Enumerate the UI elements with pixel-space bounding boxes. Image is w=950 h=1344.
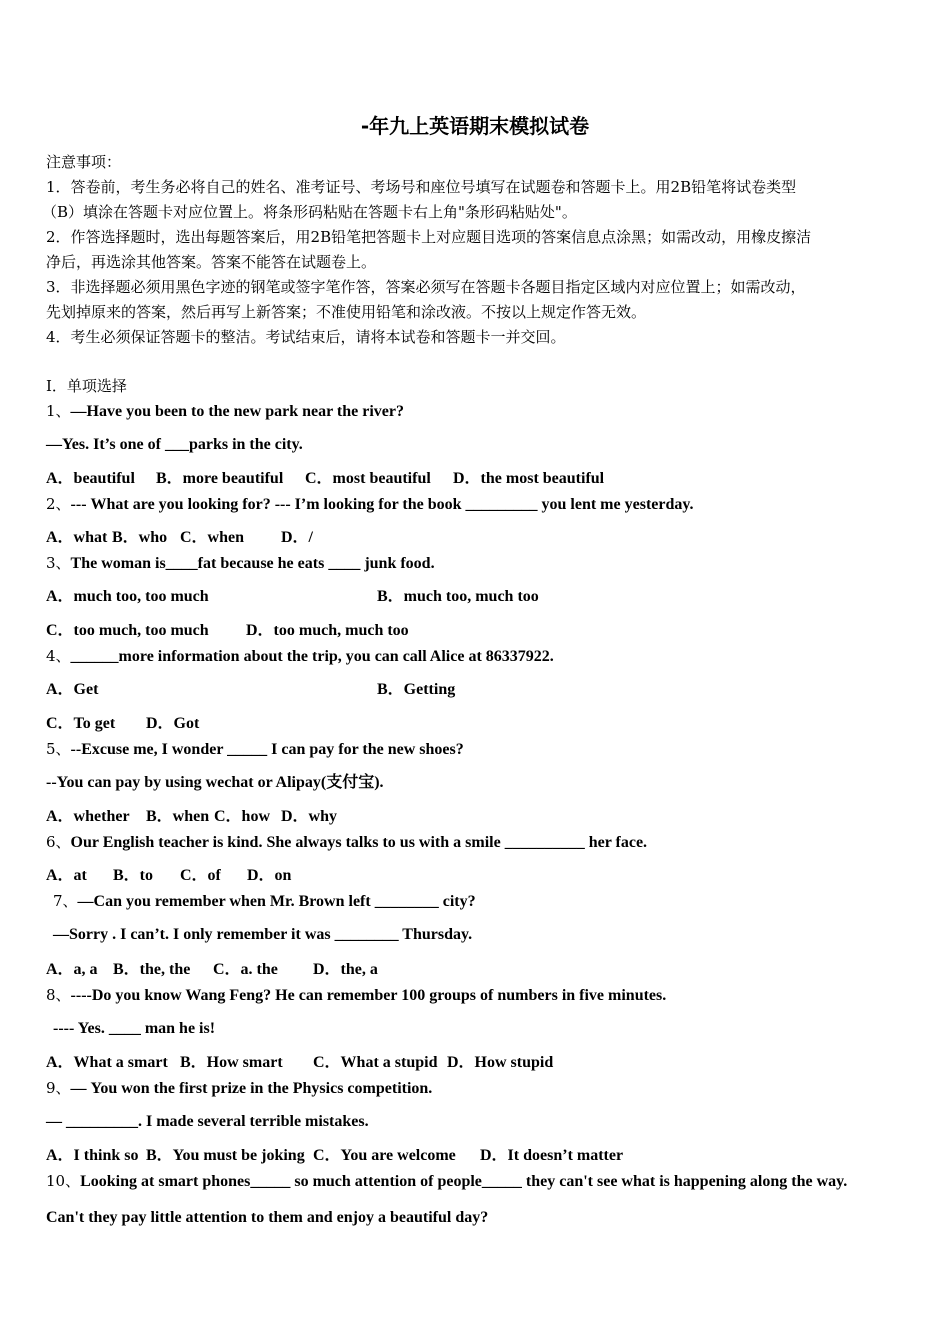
section-heading: Ⅰ．单项选择 (46, 377, 127, 395)
question-number: 5、 (46, 740, 71, 758)
question-number: 7、 (53, 892, 78, 910)
question-2-option-d[interactable]: D．/ (281, 529, 314, 546)
question-9-stem-2: — _________. I made several terrible mistakes. (46, 1113, 369, 1130)
question-text: ______more information about the trip, you can call Alice at 86337922. (70, 648, 554, 665)
question-1-stem-2: —Yes. It’s one of ___parks in the city. (46, 436, 303, 453)
question-1-option-d[interactable]: D．the most beautiful (453, 470, 605, 487)
question-8-option-c[interactable]: C．What a stupid (313, 1054, 438, 1071)
question-4-option-b[interactable]: B．Getting (377, 681, 456, 698)
question-5-stem (46, 739, 464, 760)
question-number: 3、 (46, 554, 71, 572)
question-number: 2、 (46, 495, 71, 513)
question-number: 9、 (46, 1079, 71, 1097)
question-9-option-a[interactable]: A．I think so (46, 1147, 139, 1164)
question-4-option-a[interactable]: A．Get (46, 681, 99, 698)
question-text: --Excuse me, I wonder _____ I can pay for the new shoes? (70, 741, 464, 758)
question-3-option-b[interactable]: B．much too, much too (377, 588, 539, 605)
question-9-option-d[interactable]: D．It doesn’t matter (480, 1147, 624, 1164)
question-2-option-b[interactable]: B．who (112, 529, 168, 546)
question-5-option-b[interactable]: B．when (146, 808, 210, 825)
question-8-option-a[interactable]: A．What a smart (46, 1054, 168, 1071)
question-10-stem (46, 1171, 847, 1192)
question-7-option-d[interactable]: D．the, a (313, 961, 378, 978)
question-5-option-a[interactable]: A．whether (46, 808, 130, 825)
notice-line: 1．答卷前，考生务必将自己的姓名、准考证号、考场号和座位号填写在试题卷和答题卡上。用2B铅笔将试卷类型 (46, 178, 797, 196)
question-number: 1、 (46, 402, 71, 420)
question-6-option-b[interactable]: B．to (113, 867, 154, 884)
notice-line: 4．考生必须保证答题卡的整洁。考试结束后，请将本试卷和答题卡一并交回。 (46, 328, 566, 346)
question-6-stem (46, 832, 647, 853)
question-text: Looking at smart phones_____ so much attention of people_____ they can't see what is happening along the way. (80, 1173, 848, 1190)
question-3-stem (46, 553, 435, 574)
question-7-stem (53, 891, 476, 912)
question-6-option-c[interactable]: C．of (180, 867, 221, 884)
question-3-option-c[interactable]: C．too much, too much (46, 622, 209, 639)
question-text: ----Do you know Wang Feng? He can remember 100 groups of numbers in five minutes. (70, 987, 667, 1004)
question-4-stem (46, 646, 554, 667)
question-number: 6、 (46, 833, 71, 851)
question-text: The woman is____fat because he eats ____ junk food. (70, 555, 435, 572)
question-3-option-a[interactable]: A．much too, too much (46, 588, 209, 605)
question-text: — You won the first prize in the Physics competition. (70, 1080, 433, 1097)
question-number: 10、 (46, 1172, 81, 1190)
question-1-option-a[interactable]: A．beautiful (46, 470, 135, 487)
question-3-option-d[interactable]: D．too much, much too (246, 622, 409, 639)
question-10-stem-2: Can't they pay little attention to them and enjoy a beautiful day? (46, 1209, 489, 1226)
page-title: -年九上英语期末模拟试卷 (360, 114, 590, 138)
question-6-option-d[interactable]: D．on (247, 867, 292, 884)
question-text: —Can you remember when Mr. Brown left ________ city? (77, 893, 476, 910)
question-text: —Have you been to the new park near the river? (70, 403, 404, 420)
notice-line: 先划掉原来的答案，然后再写上新答案；不准使用铅笔和涂改液。不按以上规定作答无效。 (46, 303, 647, 321)
question-8-stem-2: ---- Yes. ____ man he is! (53, 1020, 216, 1037)
question-number: 4、 (46, 647, 71, 665)
question-8-stem (46, 985, 666, 1006)
question-2-option-a[interactable]: A．what (46, 529, 108, 546)
question-text: --- What are you looking for? --- I’m looking for the book _________ you lent me yesterday. (70, 496, 694, 513)
question-7-option-c[interactable]: C．a. the (213, 961, 278, 978)
question-number: 8、 (46, 986, 71, 1004)
question-9-option-b[interactable]: B．You must be joking (146, 1147, 305, 1164)
question-5-option-d[interactable]: D．why (281, 808, 338, 825)
question-2-stem (46, 494, 693, 515)
notice-line: 净后，再选涂其他答案。答案不能答在试题卷上。 (46, 253, 377, 271)
question-8-option-b[interactable]: B．How smart (180, 1054, 283, 1071)
notice-line: 3．非选择题必须用黑色字迹的钢笔或签字笔作答，答案必须写在答题卡各题目指定区域内对应位置上；如需改动， (46, 278, 806, 296)
notice-line: 2．作答选择题时，选出每题答案后，用2B铅笔把答题卡上对应题目选项的答案信息点涂黑；如需改动，用橡皮擦洁 (46, 228, 812, 246)
question-4-option-c[interactable]: C．To get (46, 715, 116, 732)
question-7-stem-2: —Sorry . I can’t. I only remember it was ________ Thursday. (53, 926, 473, 943)
question-7-option-b[interactable]: B．the, the (113, 961, 191, 978)
question-1-stem (46, 401, 404, 422)
question-5-stem-2: --You can pay by using wechat or Alipay(支付宝). (46, 774, 384, 791)
question-5-option-c[interactable]: C．how (214, 808, 271, 825)
notice-heading: 注意事项： (46, 153, 122, 171)
question-1-option-b[interactable]: B．more beautiful (156, 470, 284, 487)
question-2-option-c[interactable]: C．when (180, 529, 245, 546)
question-9-option-c[interactable]: C．You are welcome (313, 1147, 456, 1164)
question-1-option-c[interactable]: C．most beautiful (305, 470, 431, 487)
question-text: Our English teacher is kind. She always talks to us with a smile __________ her face. (70, 834, 648, 851)
question-9-stem (46, 1078, 432, 1099)
question-4-option-d[interactable]: D．Got (146, 715, 200, 732)
question-6-option-a[interactable]: A．at (46, 867, 87, 884)
notice-line: （B）填涂在答题卡对应位置上。将条形码粘贴在答题卡右上角"条形码粘贴处"。 (42, 203, 577, 221)
question-8-option-d[interactable]: D．How stupid (447, 1054, 554, 1071)
question-7-option-a[interactable]: A．a, a (46, 961, 98, 978)
